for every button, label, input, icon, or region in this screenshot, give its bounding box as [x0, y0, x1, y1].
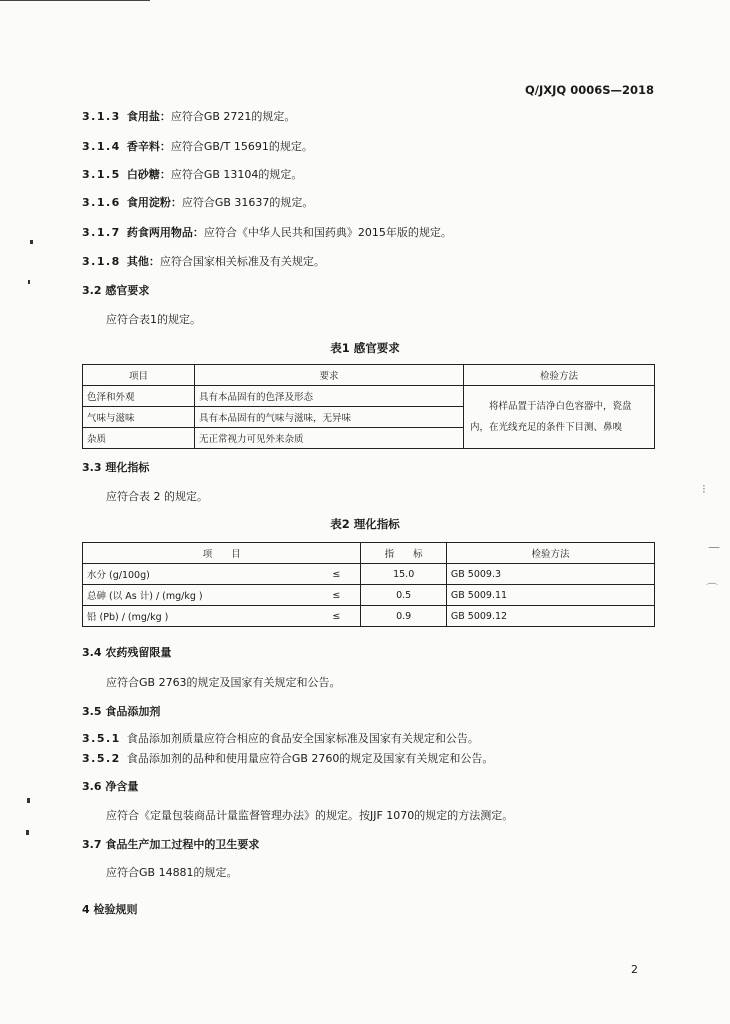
table-cell-operator: ≤: [312, 606, 361, 627]
clause-3-1-4: [82, 138, 313, 154]
clause-term: 白砂糖：: [126, 168, 171, 181]
table-cell-requirement: 具有本品固有的色泽及形态: [195, 386, 464, 407]
table-cell-value: 0.5: [361, 585, 446, 606]
table-row: [83, 585, 655, 606]
table-header: 要求: [195, 365, 464, 386]
table-cell-item: 气味与滋味: [83, 407, 195, 428]
table-cell-method: GB 5009.3: [446, 564, 654, 585]
section-3-3-heading: 3.3 理化指标: [82, 461, 150, 474]
clause-text: 应符合GB/T 15691的规定。: [170, 140, 313, 153]
clause-number: 3.1.3: [82, 110, 121, 123]
table-cell-item: 总砷 (以 As 计) / (mg/kg ): [83, 585, 313, 606]
table-cell-method: GB 5009.12: [446, 606, 654, 627]
section-3-3-text: 应符合表 2 的规定。: [106, 490, 208, 503]
scan-dot: [28, 280, 30, 284]
table-cell-method: GB 5009.11: [446, 585, 654, 606]
section-3-4-text: 应符合GB 2763的规定及国家有关规定和公告。: [106, 676, 341, 689]
table-cell-requirement: 具有本品固有的气味与滋味，无异味: [195, 407, 464, 428]
table-header: 指 标: [361, 543, 446, 564]
clause-term: 药食两用物品：: [126, 226, 204, 239]
section-3-2-text: 应符合表1的规定。: [106, 313, 201, 326]
table-cell-value: 15.0: [361, 564, 446, 585]
clause-text: 应符合GB 31637的规定。: [181, 196, 314, 209]
clause-term: 食用淀粉：: [126, 196, 182, 209]
margin-scribble: ⌒: [706, 582, 719, 596]
clause-3-1-6: [82, 194, 313, 210]
clause-3-1-5: [82, 166, 302, 182]
table-header: 项目: [83, 365, 195, 386]
clause-3-1-7: [82, 224, 452, 240]
clause-text: 食品添加剂的品种和使用量应符合GB 2760的规定及国家有关规定和公告。: [126, 752, 494, 765]
section-3-6-heading: 3.6 净含量: [82, 780, 139, 793]
section-3-7-text: 应符合GB 14881的规定。: [106, 866, 238, 879]
physicochemical-table: [82, 542, 655, 627]
table-cell-item: 色泽和外观: [83, 386, 195, 407]
table-header-row: [83, 543, 655, 564]
table-cell-operator: ≤: [312, 585, 361, 606]
table-header: 检验方法: [446, 543, 654, 564]
table-cell-item: 水分 (g/100g): [83, 564, 313, 585]
scan-dot: [27, 798, 30, 803]
clause-number: 3.1.6: [82, 196, 121, 209]
table-cell-requirement: 无正常视力可见外来杂质: [195, 428, 464, 449]
clause-term: 其他：: [126, 255, 160, 268]
table-cell-method: 将样品置于洁净白色容器中，瓷盘内，在光线充足的条件下目测、鼻嗅: [464, 386, 655, 449]
section-3-4-heading: 3.4 农药残留限量: [82, 646, 172, 659]
table-cell-item: 杂质: [83, 428, 195, 449]
document-id: Q/JXJQ 0006S—2018: [525, 83, 654, 97]
table-row: [83, 564, 655, 585]
clause-text: 应符合国家相关标准及有关规定。: [159, 255, 325, 268]
section-4-heading: 4 检验规则: [82, 903, 138, 916]
table-header: 项 目: [83, 543, 361, 564]
section-3-5-heading: 3.5 食品添加剂: [82, 705, 161, 718]
page-number: 2: [631, 963, 638, 976]
section-3-6-text: 应符合《定量包装商品计量监督管理办法》的规定。按JJF 1070的规定的方法测定。: [106, 809, 514, 822]
table1-caption: 表1 感官要求: [330, 341, 400, 355]
margin-scribble: ⁝: [702, 482, 706, 496]
clause-number: 3.5.2: [82, 752, 121, 765]
clause-text: 食品添加剂质量应符合相应的食品安全国家标准及国家有关规定和公告。: [126, 732, 479, 745]
margin-scribble: —: [708, 540, 720, 554]
clause-term: 食用盐：: [126, 110, 171, 123]
table-cell-value: 0.9: [361, 606, 446, 627]
clause-number: 3.1.4: [82, 140, 121, 153]
clause-number: 3.1.5: [82, 168, 121, 181]
clause-3-5-1: [82, 730, 479, 746]
clause-3-1-8: [82, 253, 325, 269]
clause-term: 香辛料：: [126, 140, 171, 153]
clause-text: 应符合GB 2721的规定。: [170, 110, 296, 123]
table-cell-operator: ≤: [312, 564, 361, 585]
table-header: 检验方法: [464, 365, 655, 386]
scan-dot: [26, 830, 29, 835]
table-row: [83, 606, 655, 627]
clause-text: 应符合《中华人民共和国药典》2015年版的规定。: [203, 226, 452, 239]
top-rule: [0, 0, 150, 1]
table-row: [83, 386, 655, 407]
clause-number: 3.5.1: [82, 732, 121, 745]
clause-number: 3.1.7: [82, 226, 121, 239]
clause-text: 应符合GB 13104的规定。: [170, 168, 303, 181]
section-3-7-heading: 3.7 食品生产加工过程中的卫生要求: [82, 838, 260, 851]
table2-caption: 表2 理化指标: [330, 517, 400, 531]
section-3-2-heading: 3.2 感官要求: [82, 284, 150, 297]
table-cell-item: 铅 (Pb) / (mg/kg ): [83, 606, 313, 627]
clause-number: 3.1.8: [82, 255, 121, 268]
clause-3-5-2: [82, 750, 493, 766]
sensory-requirements-table: [82, 364, 655, 449]
clause-3-1-3: [82, 108, 295, 124]
scan-dot: [30, 240, 33, 244]
table-header-row: [83, 365, 655, 386]
